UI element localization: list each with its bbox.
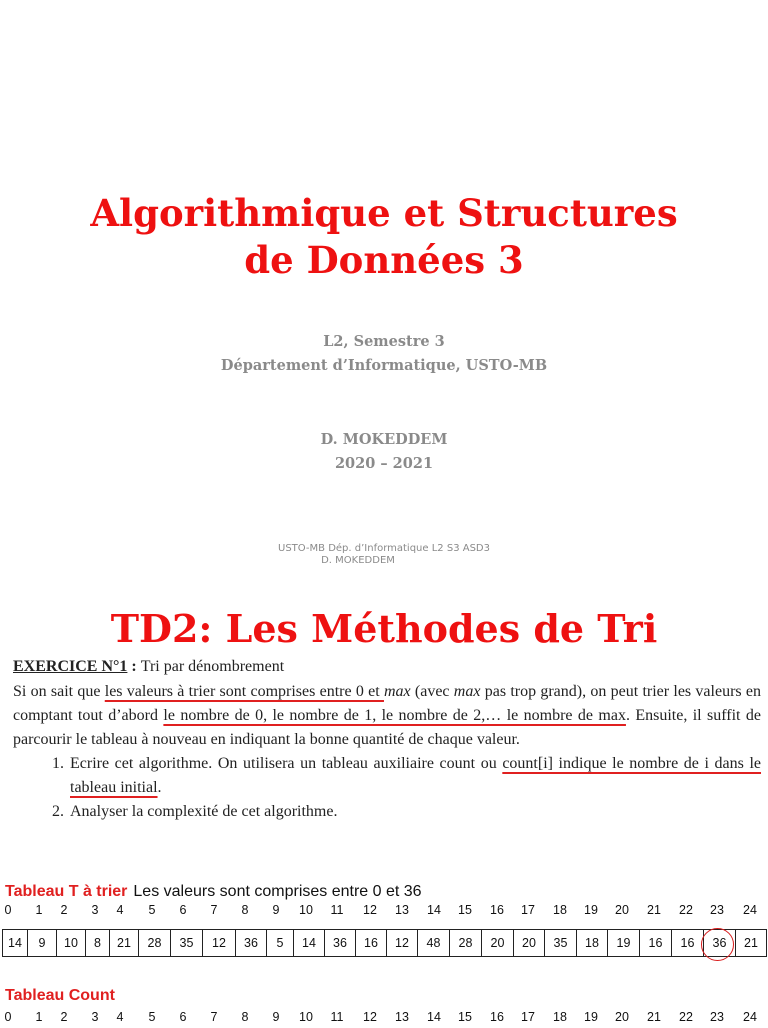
t-index-21: 21 [647,903,661,917]
t-index-2: 2 [60,903,68,917]
tableau-t-cell-4: 21 [109,929,139,957]
count-index-7: 7 [210,1010,218,1024]
count-index-3: 3 [91,1010,99,1024]
count-index-24: 24 [743,1010,757,1024]
t-index-18: 18 [553,903,567,917]
tableau-t-cell-18: 35 [544,929,577,957]
count-index-0: 0 [4,1010,12,1024]
tableau-t-heading [5,882,422,902]
exercise-block [13,655,761,824]
tableau-t-cell-16: 20 [481,929,514,957]
semester-label: L2, Semestre 3 [323,333,445,350]
count-index-23: 23 [710,1010,724,1024]
highlight-circle [701,928,734,961]
count-index-9: 9 [272,1010,280,1024]
tableau-t-cell-11: 36 [324,929,356,957]
t-index-20: 20 [615,903,629,917]
t-index-14: 14 [427,903,441,917]
tableau-t-cell-5: 28 [138,929,171,957]
slide-footer [0,543,768,567]
exercise-label: EXERCICE N°1 [13,658,128,675]
tableau-t-cell-15: 28 [449,929,482,957]
t-index-23: 23 [710,903,724,917]
tableau-t-description: Les valeurs sont comprises entre 0 et 36 [133,883,422,900]
max-var: max [453,683,481,700]
para-text: (avec [410,683,454,700]
para-text: . Ensuite, il suffit de parcourir le tableau à nouveau en indiquant la bonne quantité de chaque valeur. [13,707,762,748]
tableau-t-cell-7: 12 [202,929,236,957]
department-label: Département d’Informatique, USTO-MB [220,357,548,374]
t-index-1: 1 [35,903,43,917]
tableau-t-indices [0,903,768,921]
tableau-t-cell-0: 14 [2,929,28,957]
t-index-3: 3 [91,903,99,917]
para-text: Si on sait que [13,683,105,700]
tableau-t-cell-21: 16 [639,929,672,957]
tableau-t-cell-10: 14 [293,929,325,957]
tableau-t-cell-17: 20 [513,929,545,957]
question-1 [68,752,761,800]
t-index-10: 10 [299,903,313,917]
exercise-heading [13,655,761,679]
count-index-15: 15 [458,1010,472,1024]
t-index-15: 15 [458,903,472,917]
t-index-19: 19 [584,903,598,917]
underlined-values-range: les valeurs à trier sont comprises entre 0 et [104,683,384,700]
td-title: TD2: Les Méthodes de Tri [110,606,658,651]
tableau-t-cell-3: 8 [85,929,110,957]
count-index-14: 14 [427,1010,441,1024]
count-index-12: 12 [363,1010,377,1024]
t-index-22: 22 [679,903,693,917]
count-index-11: 11 [330,1010,344,1024]
t-index-0: 0 [4,903,12,917]
t-index-12: 12 [363,903,377,917]
author-name: D. MOKEDDEM [320,431,448,448]
para-text: pas trop grand), on peut trier les valeurs en comptant tout d’abord [13,683,762,724]
t-index-6: 6 [179,903,187,917]
count-index-4: 4 [116,1010,124,1024]
course-subtitle [0,330,768,378]
count-index-2: 2 [60,1010,68,1024]
exercise-paragraph [13,680,761,752]
count-index-19: 19 [584,1010,598,1024]
t-index-16: 16 [490,903,504,917]
tableau-t-cell-23: 36 [703,929,736,957]
max-var: max [383,683,411,700]
tableau-t-cell-22: 16 [671,929,704,957]
author-block [0,428,768,476]
count-index-21: 21 [647,1010,661,1024]
question-text: Ecrire cet algorithme. On utilisera un tableau auxiliaire count ou [70,755,503,772]
exercise-label-sep: : [127,658,141,675]
t-index-4: 4 [116,903,124,917]
count-index-18: 18 [553,1010,567,1024]
tableau-count-label: Tableau Count [5,987,115,1004]
course-title-line2: de Données 3 [244,238,524,282]
question-2: 2. Analyser la complexité de cet algorithme. [68,800,761,824]
t-index-11: 11 [330,903,344,917]
count-index-5: 5 [148,1010,156,1024]
count-index-8: 8 [241,1010,249,1024]
exercise-topic: Tri par dénombrement [140,658,285,675]
tableau-t-cell-24: 21 [735,929,767,957]
count-index-1: 1 [35,1010,43,1024]
course-title [0,190,768,284]
count-index-17: 17 [521,1010,535,1024]
question-text: . [157,779,162,796]
tableau-t-cell-14: 48 [417,929,450,957]
tableau-t-label: Tableau T à trier [5,883,128,900]
footer-line1: USTO-MB Dép. d’Informatique L2 S3 ASD3 [278,543,490,554]
course-title-line1: Algorithmique et Structures [90,191,678,235]
tableau-t-cell-20: 19 [607,929,640,957]
academic-year: 2020 – 2021 [334,455,434,472]
t-index-7: 7 [210,903,218,917]
t-index-8: 8 [241,903,249,917]
tableau-t-cell-19: 18 [576,929,608,957]
count-index-22: 22 [679,1010,693,1024]
tableau-t-cell-6: 35 [170,929,203,957]
t-index-13: 13 [395,903,409,917]
exercise-questions [13,752,761,824]
tableau-t-cell-9: 5 [266,929,294,957]
footer-line2: D. MOKEDDEM [321,555,395,566]
tableau-t-cell-1: 9 [27,929,57,957]
t-index-5: 5 [148,903,156,917]
t-index-24: 24 [743,903,757,917]
tableau-t-cell-13: 12 [386,929,418,957]
tableau-count-heading [5,986,115,1006]
tableau-t-cell-8: 36 [235,929,267,957]
count-index-16: 16 [490,1010,504,1024]
underlined-count-def: count[i] indique le nombre de i dans le tableau initial [70,755,762,796]
t-index-17: 17 [521,903,535,917]
count-index-10: 10 [299,1010,313,1024]
count-index-6: 6 [179,1010,187,1024]
t-index-9: 9 [272,903,280,917]
count-index-13: 13 [395,1010,409,1024]
tableau-t-cell-12: 16 [355,929,387,957]
count-index-20: 20 [615,1010,629,1024]
underlined-count-list: le nombre de 0, le nombre de 1, le nombre de 2,… le nombre de max [163,707,626,724]
tableau-count-indices [0,1010,768,1028]
tableau-t-cell-2: 10 [56,929,86,957]
